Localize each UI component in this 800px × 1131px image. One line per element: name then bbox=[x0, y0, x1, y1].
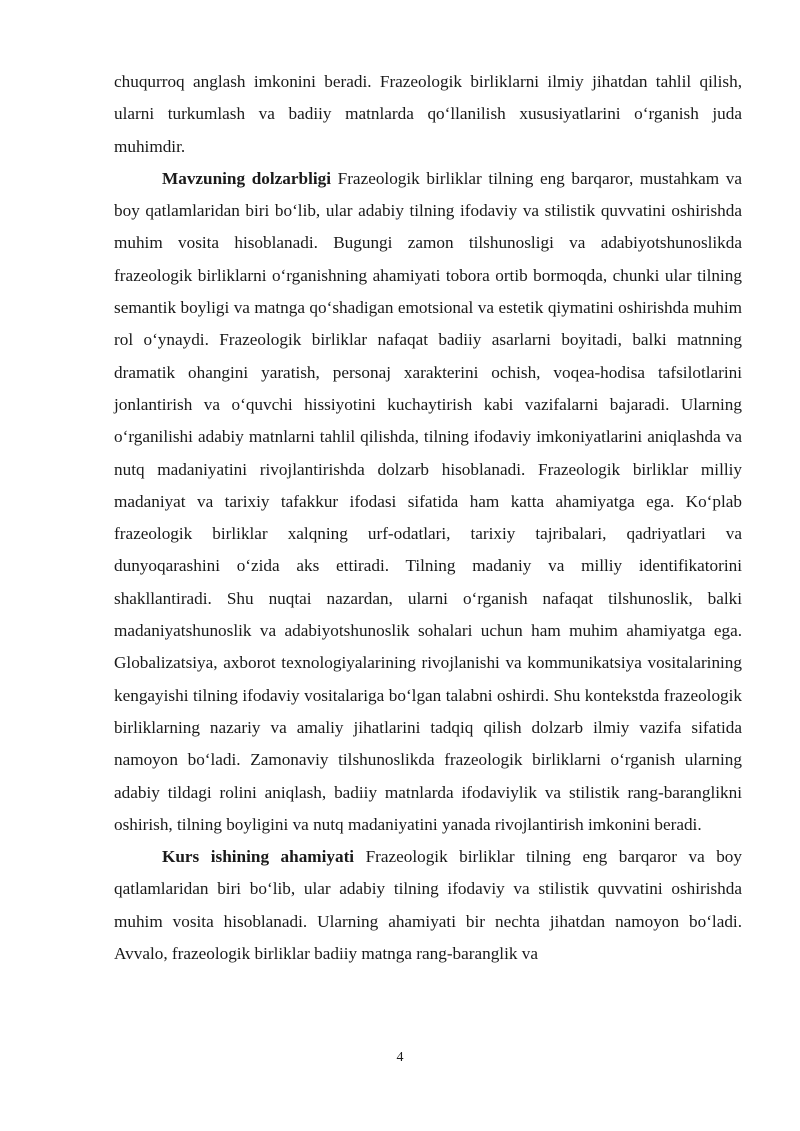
paragraph-relevance-text: Frazeologik birliklar tilning eng barqaror, mustahkam va boy qatlamlaridan biri bo‘lib, ular adabiy tilning ifodaviy va stilistik quvvatini oshirishda muhim vosita hisoblanadi. Bugungi zamon tilshunosligi va adabiyotshunoslikda frazeologik birliklarni o‘rganishning ahamiyati tobora ortib bormoqda, chunki ular tilning semantik boyligi va matnga qo‘shadigan emotsional va estetik qiymatini oshirishda muhim rol o‘ynaydi. Frazeologik birliklar nafaqat badiiy asarlarni boyitadi, balki matnning dramatik ohangini yaratish, personaj xarakterini ochish, voqea-hodisa tafsilotlarini jonlantirish va o‘quvchi hissiyotini kuchaytirish kabi vazifalarni bajaradi. Ularning o‘rganilishi adabiy matnlarni tahlil qilishda, tilning ifodaviy imkoniyatlarini aniqlashda va nutq madaniyatini rivojlantirishda dolzarb hisoblanadi. Frazeologik birliklar milliy madaniyat va tarixiy tafakkur ifodasi sifatida ham katta ahamiyatga ega. Ko‘plab frazeologik birliklar xalqning urf-odatlari, tarixiy tajribalari, qadriyatlari va dunyoqarashini o‘zida aks ettiradi. Tilning madaniy va milliy identifikatorini shakllantiradi. Shu nuqtai nazardan, ularni o‘rganish nafaqat tilshunoslik, balki madaniyatshunoslik va adabiyotshunoslik sohalari uchun ham muhim ahamiyatga ega. Globalizatsiya, axborot texnologiyalarining rivojlanishi va kommunikatsiya vositalarining kengayishi tilning ifodaviy vositalariga bo‘lgan talabni oshirdi. Shu kontekstda frazeologik birliklarning nazariy va amaliy jihatlarini tadqiq qilish dolzarb ilmiy vazifa sifatida namoyon bo‘ladi. Zamonaviy tilshunoslikda frazeologik birliklarni o‘rganish ularning adabiy tildagi rolini aniqlash, badiiy matnlarda ifodaviylik va stilistik rang-baranglikni oshirish, tilning boyligini va nutq madaniyatini yanada rivojlantirish imkonini beradi. bbox=[114, 168, 743, 834]
heading-relevance: Mavzuning dolzarbligi bbox=[162, 168, 331, 188]
paragraph-relevance bbox=[114, 163, 742, 841]
page-number: 4 bbox=[396, 1050, 404, 1065]
paragraph-intro-continuation: chuqurroq anglash imkonini beradi. Frazeologik birliklarni ilmiy jihatdan tahlil qilish, ularni turkumlash va badiiy matnlarda qo‘llanilish xususiyatlarini o‘rganish juda muhimdir. bbox=[114, 72, 742, 156]
document-page bbox=[114, 66, 742, 970]
paragraph-significance bbox=[114, 841, 742, 970]
heading-significance: Kurs ishining ahamiyati bbox=[162, 847, 355, 867]
paragraph-significance-text: Frazeologik birliklar tilning eng barqaror va boy qatlamlaridan biri bo‘lib, ular adabiy tilning ifodaviy va stilistik quvvatini oshirishda muhim vosita hisoblanadi. Ularning ahamiyati bir nechta jihatdan namoyon bo‘ladi. Avvalo, frazeologik birliklar badiiy matnga rang-baranglik va bbox=[114, 847, 742, 964]
